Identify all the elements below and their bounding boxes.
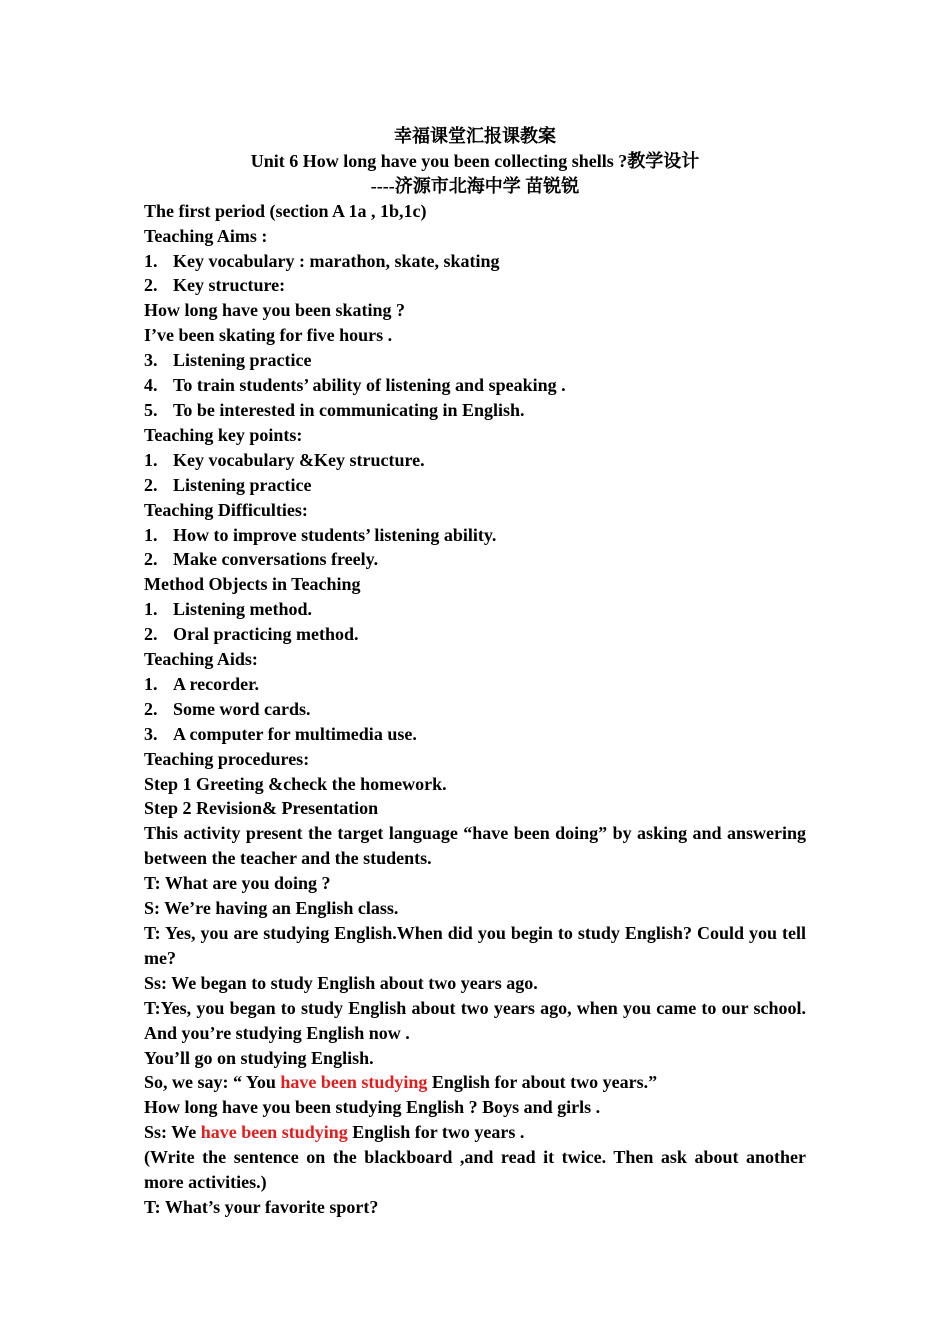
list-text: Some word cards. [173,698,311,719]
list-text: Make conversations freely. [173,549,379,570]
list-text: How to improve students’ listening ability. [173,524,497,545]
list-number: 1. [144,524,158,545]
dialogue-line: T: What’s your favorite sport? [144,1196,379,1217]
list-text: Oral practicing method. [173,624,359,645]
step-2: Step 2 Revision& Presentation [144,798,379,819]
list-number: 1. [144,673,158,694]
list-number: 3. [144,350,158,371]
procedures-heading: Teaching procedures: [144,748,310,769]
list-number: 2. [144,275,158,296]
dialogue-text: English for about two years.” [427,1072,658,1093]
list-text: A recorder. [173,673,259,694]
key-points-section [144,423,806,498]
list-text: To be interested in communicating in English. [173,399,525,420]
dialogue-line: How long have you been studying English ? Boys and girls . [144,1097,601,1118]
list-item [144,597,806,622]
list-item [144,373,806,398]
list-item [144,672,806,697]
author-line: ----济源市北海中学 苗锐锐 [370,175,580,196]
dialogue-line: You’ll go on studying English. [144,1047,374,1068]
list-number: 1. [144,250,158,271]
dialogue-text: English for two years . [347,1122,525,1143]
difficulties-section [144,498,806,573]
document-page [144,124,806,1220]
list-number: 4. [144,375,158,396]
list-number: 2. [144,624,158,645]
structure-answer: I’ve been skating for five hours . [144,325,393,346]
list-item [144,398,806,423]
dialogue-line [144,1070,806,1095]
dialogue-text: So, we say: “ You [144,1072,281,1093]
list-item [144,448,806,473]
title-english: Unit 6 How long have you been collecting shells ?教学设计 [250,150,700,171]
list-number: 2. [144,549,158,570]
aids-section [144,647,806,747]
methods-heading: Method Objects in Teaching [144,574,361,595]
highlighted-phrase: have been studying [200,1122,348,1143]
list-item [144,697,806,722]
teaching-aims-section [144,224,806,423]
list-text: Listening method. [173,599,313,620]
dialogue-text: Ss: We [144,1122,201,1143]
list-number: 1. [144,599,158,620]
list-number: 5. [144,399,158,420]
highlighted-phrase: have been studying [280,1072,428,1093]
title-chinese: 幸福课堂汇报课教案 [394,126,556,146]
key-points-heading: Teaching key points: [144,424,303,445]
dialogue-line: T: What are you doing ? [144,873,331,894]
methods-section [144,572,806,647]
procedures-section [144,747,806,1220]
dialogue-line [144,1120,806,1145]
structure-question: How long have you been skating ? [144,300,406,321]
list-text: To train students’ ability of listening and speaking . [173,375,566,396]
list-item [144,622,806,647]
activity-intro: This activity present the target language “have been doing” by asking and answering between the teacher and the students. [144,823,806,869]
teaching-aims-heading: Teaching Aims : [144,225,268,246]
dialogue-line: S: We’re having an English class. [144,898,399,919]
list-number: 1. [144,449,158,470]
difficulties-heading: Teaching Difficulties: [144,499,308,520]
list-item [144,473,806,498]
dialogue-line: Ss: We began to study English about two years ago. [144,972,538,993]
list-text: Key vocabulary : marathon, skate, skating [173,250,500,271]
list-number: 2. [144,474,158,495]
list-item [144,249,806,274]
teacher-note: (Write the sentence on the blackboard ,and read it twice. Then ask about another more activities.) [144,1147,806,1193]
period-line: The first period (section A 1a , 1b,1c) [144,200,427,221]
document-header [0,124,950,199]
aids-heading: Teaching Aids: [144,649,258,670]
list-number: 3. [144,723,158,744]
list-item [144,722,806,747]
list-text: Key structure: [173,275,286,296]
dialogue-line: T:Yes, you began to study English about two years ago, when you came to our school. And you’re studying English now . [144,997,806,1043]
dialogue-line: T: Yes, you are studying English.When did you begin to study English? Could you tell me? [144,923,806,968]
list-item [144,523,806,548]
list-text: Listening practice [173,474,312,495]
list-item [144,273,806,298]
step-1: Step 1 Greeting &check the homework. [144,773,447,794]
list-text: Key vocabulary &Key structure. [173,449,425,470]
list-item [144,547,806,572]
list-number: 2. [144,698,158,719]
list-item [144,348,806,373]
list-text: A computer for multimedia use. [173,723,417,744]
list-text: Listening practice [173,350,312,371]
